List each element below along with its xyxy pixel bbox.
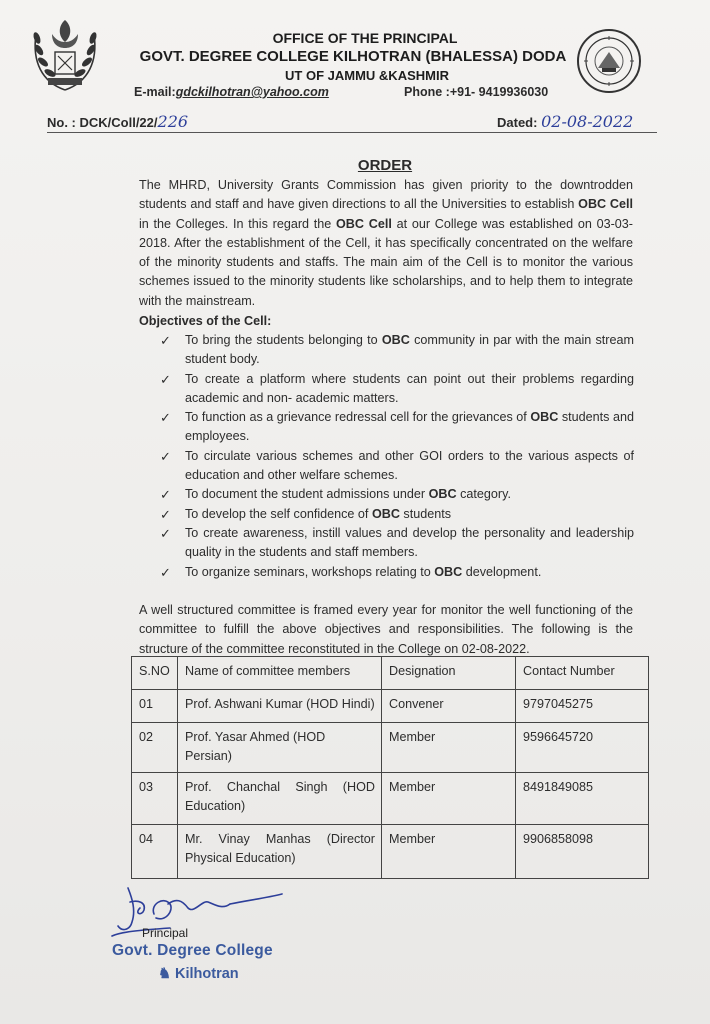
email-link[interactable]: gdckilhotran@yahoo.com [175,85,329,99]
intro-text: The MHRD, University Grants Commission has given priority to the downtrodden students and staff and have given directions to all the Universities to establish [139,178,633,212]
table-cell: 8491849085 [516,773,649,825]
intro-text: at our College was established on 03-03-2018. After the establishment of the Cell, it has specifically concentrated on the welfare of the minority students and staffs. The main aim of the Cell is to monitor the various schemes issued to the minority students like scholarships, and to help them to integrate with the mainstream. [139,216,633,308]
table-cell: Member [382,723,516,773]
objective-bold: OBC [428,487,457,502]
college-name: GOVT. DEGREE COLLEGE KILHOTRAN (BHALESSA) DODA [139,48,567,65]
date-field [497,112,633,131]
checkmark-icon: ✓ [160,333,171,348]
objective-text: category. [456,487,511,502]
office-heading: OFFICE OF THE PRINCIPAL [272,30,458,46]
checkmark-icon: ✓ [160,410,171,426]
objective-text: To bring the students belonging to [185,333,382,347]
table-row [132,723,649,773]
objective-text: To circulate various schemes and other GOI orders to the various aspects of education and other welfare schemes. [185,448,634,483]
intro-text: in the Colleges. In this regard the [139,216,337,231]
committee-table [131,656,649,879]
list-item [160,331,634,370]
reference-row [47,112,657,134]
list-item [160,505,634,524]
signatory-title: Principal [142,926,189,940]
objective-text: To function as a grievance redressal cell for the grievances of [185,410,531,425]
objective-text: development. [462,564,542,579]
objective-text: students [399,506,452,521]
checkmark-icon: ✓ [160,564,171,580]
list-item [160,447,634,486]
objective-text: To create awareness, instill values and develop the personality and leadership quality in the students and staff members. [185,525,634,560]
list-item [160,370,634,409]
list-item [160,485,634,504]
objective-text: To organize seminars, workshops relating to [185,564,435,579]
order-number-handwritten: 226 [157,112,189,131]
checkmark-icon: ✓ [160,448,171,464]
table-cell: Prof. Chanchal Singh (HOD Education) [178,773,382,825]
email-label: E-mail: [134,85,176,99]
committee-paragraph: A well structured committee is framed every year for monitor the well functioning of the committee to fulfill the above objectives and responsibilities. The following is the structure of the committee reconstituted in the College on 02-08-2022. [139,603,633,656]
table-cell: Mr. Vinay Manhas (Director Physical Education) [178,825,382,879]
stamp-mark-icon: ♞ [158,966,171,982]
table-header-cell: Designation [382,657,516,690]
header-divider [47,132,657,133]
table-cell: 03 [132,773,178,825]
objective-text: community in par with the main stream student body. [185,333,634,367]
table-cell: 04 [132,825,178,879]
table-header-cell: S.NO [132,657,178,690]
list-item [160,563,634,582]
objective-bold: OBC [530,410,559,425]
intro-bold: OBC Cell [578,197,633,212]
intro-bold: OBC Cell [336,216,392,231]
table-header-cell: Name of committee members [178,657,382,690]
objective-text: To create a platform where students can point out their problems regarding academic and non- academic matters. [185,371,634,405]
order-title: ORDER [357,157,413,174]
table-header-row [132,657,649,690]
table-cell: Member [382,773,516,825]
table-cell: Prof. Ashwani Kumar (HOD Hindi) [178,690,382,723]
objective-bold: OBC [434,564,463,579]
stamp-place-text: Kilhotran [175,966,239,982]
stamp-place [158,966,239,982]
table-cell: Convener [382,690,516,723]
dated-label: Dated: [497,115,538,130]
table-cell: 9906858098 [516,825,649,879]
table-cell: 02 [132,723,178,773]
list-item [160,408,634,447]
table-row [132,690,649,723]
intro-paragraph [139,176,633,311]
objective-text: To develop the self confidence of [185,506,372,521]
checkmark-icon: ✓ [160,506,171,522]
ut-name: UT OF JAMMU &KASHMIR [285,68,449,83]
objective-bold: OBC [371,506,400,521]
objectives-list [160,331,634,582]
checkmark-icon: ✓ [160,371,171,387]
table-cell: Prof. Yasar Ahmed (HOD Persian) [178,723,382,773]
table-cell: 9596645720 [516,723,649,773]
table-cell: 01 [132,690,178,723]
signature-icon [110,880,290,940]
order-number-label: No. : DCK/Coll/22/ [47,115,158,130]
list-item [160,524,634,563]
checkmark-icon: ✓ [160,487,171,503]
table-header-cell: Contact Number [516,657,649,690]
objective-bold: OBC [381,333,410,347]
table-row [132,773,649,825]
objective-text: students and employees. [185,410,634,444]
stamp-college-name: Govt. Degree College [112,942,273,959]
table-row [132,825,649,879]
contact-row [134,85,564,99]
table-cell: 9797045275 [516,690,649,723]
checkmark-icon: ✓ [160,525,171,541]
date-handwritten: 02-08-2022 [541,112,634,131]
objective-text: To document the student admissions under [185,487,429,502]
phone-number: Phone :+91- 9419936030 [404,85,549,99]
table-cell: Member [382,825,516,879]
objectives-heading: Objectives of the Cell: [139,314,272,328]
